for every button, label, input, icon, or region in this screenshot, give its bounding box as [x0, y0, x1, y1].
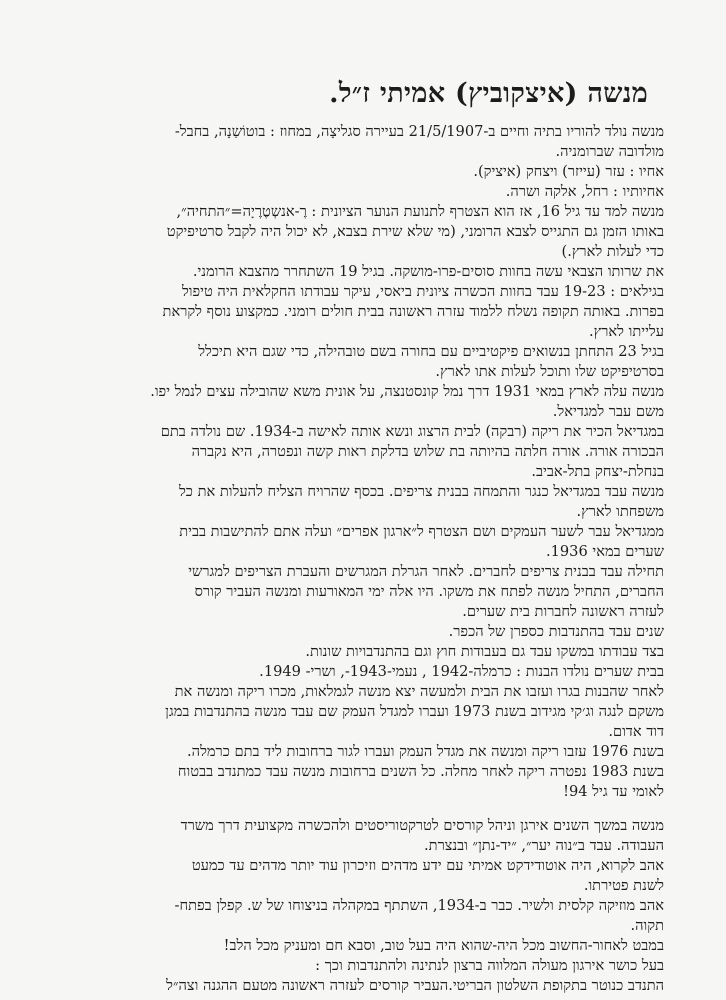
document-body [52, 122, 664, 996]
text-line: תחילה עבד בבנית צריפים לחברים. לאחר הגרלת המגרשים והעברת הצריפים למגרשי [188, 563, 664, 580]
text-line: תקוה. [630, 917, 664, 934]
text-line: מנשה במשך השנים אירגן וניהל קורסים לטרקטוריסטים ולהכשרה מקצועית דרך משרד [180, 817, 664, 834]
text-line: משפחתו לארץ. [576, 503, 664, 520]
text-line: אהב לקרוא, היה אוטודידקט אמיתי עם ידע מדהים וזיכרון עוד יותר מדהים עד כמעט [191, 857, 664, 874]
text-line: ממגדיאל עבר לשער העמקים ושם הצטרף ל״ארגון אפרים״ ועלה אתם להתישבות בבית [179, 523, 664, 540]
text-line: משם עבר למגדיאל. [552, 403, 664, 420]
text-line: לאומי עד גיל 94! [563, 783, 664, 800]
text-line: כדי לעלות לארץ.) [561, 243, 664, 260]
text-line: בנחלת-יצחק בתל-אביב. [531, 463, 664, 480]
text-line: בעל כושר אירגון מעולה המלווה ברצון לנתינה ולהתנדבות וכך : [315, 957, 664, 974]
text-line: את שרותו הצבאי עשה בחוות סוסים-פרו-מושקה. בגיל 19 השתחרר מהצבא הרומני. [192, 263, 664, 280]
text-line: לשנת פטירתו. [583, 877, 664, 894]
text-line: אחיותיו : רחל, אלקה ושרה. [505, 183, 664, 200]
text-line: התנדב כנוטר בתקופת השלטון הבריטי.העביר קורסים לעזרה ראשונה מטעם ההגנה וצה״ל [166, 977, 664, 994]
paragraph-gap [52, 802, 664, 816]
text-line: שערים במאי 1936. [545, 543, 664, 560]
text-line: אחיו : עזר (עייזר) ויצחק (איציק). [473, 163, 664, 180]
text-line: מנשה נולד להוריו בתיה וחיים ב-21/5/1907 בעיירה סגליצָה, במחוז : בוטוֹשַנָה, בחבל- [174, 123, 664, 140]
text-line: שנים עבד בהתנדבות כספרן של הכפר. [448, 623, 664, 640]
text-line: מנשה עבד במגדיאל כנגר והתמחה בבנית צריפים. בכסף שהרויח הצליח להעלות את כל [178, 483, 664, 500]
text-line: בבית שערים נולדו הבנות : כרמלה-1942 , נעמי-1943-, ושרי- 1949. [259, 663, 664, 680]
text-line: בגיל 23 התחתן בנשואים פיקטיביים עם בחורה בשם טובהילה, כדי שגם היא תיכלל [198, 343, 664, 360]
text-line: בסרטיפיקט שלו ותוכל לעלות אתו לארץ. [435, 363, 664, 380]
text-line: בשנת 1976 עזבו ריקה ומנשה את מגדל העמק ועברו לגור ברחובות ליד בתם כרמלה. [187, 743, 664, 760]
text-line: במגדיאל הכיר את ריקה (רבקה) לבית הרצוג ונשא אותה לאישה ב-1934. שם נולדה בתם [160, 423, 664, 440]
text-line: לאחר שהבנות בגרו ועזבו את הבית ולמעשה יצא מנשה לגמלאות, מכרו ריקה ומנשה את [174, 683, 664, 700]
text-line: הבכורה אורה. אורה חלתה בהיותה בת שלוש בדלקת ראות קשה ונפטרה, היא נקברה [191, 443, 664, 460]
text-line: מנשה למד עד גיל 16, אז הוא הצטרף לתנועת הנוער הציונית : רֶ-אנשְטֶרֶיָה=״התחיה״, [176, 203, 664, 220]
text-line: החברים, התחיל מנשה לפתח את משקו. היו אלה ימי המאורעות ומנשה העביר קורס [194, 583, 664, 600]
text-line: העבודה. עבד ב״נוה יער״, ״יד-נתן״ ובנצרת. [424, 837, 664, 854]
text-line: בשנת 1983 נפטרה ריקה לאחר מחלה. כל השנים ברחובות מנשה עבד כמתנדב בבטוח [177, 763, 664, 780]
text-line: מולדובה שברומניה. [555, 143, 664, 160]
text-line: משקם לנגה וג׳קי מגידוב בשנת 1973 ועברו למגדל העמק שם עבד מנשה בהתנדבות במגן [165, 703, 664, 720]
text-line: בגילאים : 19-23 עבד בחוות הכשרה ציונית ביאסי, עיקר עבודתו החקלאית היה טיפול [181, 283, 664, 300]
text-line: בפרות. באותה תקופה נשלח ללמוד עזרה ראשונה בבית חולים רומני. כמקצוע נוסף לקראת [162, 303, 664, 320]
text-line: עלייתו לארץ. [588, 323, 664, 340]
text-line: באותו הזמן גם התגייס לצבא הרומני, (מי שלא שירת בצבא, לא יכול היה לקבל סרטיפיקט [166, 223, 664, 240]
text-line: אהב מוזיקה קלסית ולשיר. כבר ב-1934, השתתף במקהלה בניצוחו של ש. קפלן בפתח- [174, 897, 664, 914]
text-line: בצד עבודתו במשקו עבד גם בעבודות חוץ וגם בהתנדבויות שונות. [305, 643, 664, 660]
document-title: מנשה (איצקוביץ) אמיתי ז״ל. [329, 78, 648, 109]
text-line: לעזרה ראשונה לחברות בית שערים. [462, 603, 664, 620]
text-line: במבט לאחור-החשוב מכל היה-שהוא היה בעל טוב, וסבא חם ומעניק מכל הלב! [223, 937, 664, 954]
text-line: דוד אדום. [608, 723, 664, 740]
text-line: מנשה עלה לארץ במאי 1931 דרך נמל קונסטנצה, על אונית משא שהובילה עצים לנמל יפו. [150, 383, 664, 400]
